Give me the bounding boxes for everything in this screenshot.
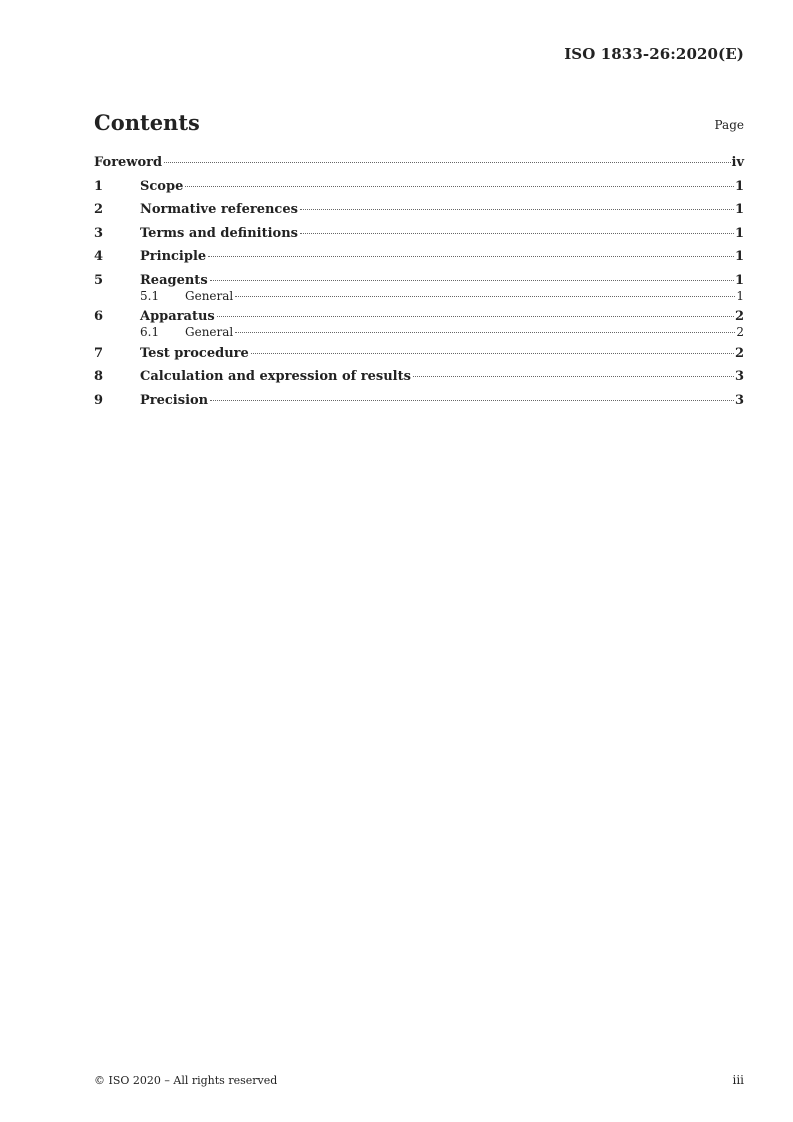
toc-entry-number: 5.1 (140, 288, 160, 303)
dot-leader (210, 400, 734, 401)
toc-entry-scope[interactable] (94, 179, 744, 197)
toc-entry-title: Scope (140, 178, 184, 194)
toc-entry-page: 3 (734, 369, 744, 384)
dot-leader (185, 186, 734, 187)
toc-entry-number: 8 (94, 369, 104, 384)
toc-entry-number: 4 (94, 249, 104, 264)
contents-heading: Contents (94, 110, 200, 135)
toc-subentry-reagents-general[interactable] (94, 289, 744, 304)
toc-entry-title: Normative references (140, 202, 298, 217)
table-of-contents (94, 155, 744, 411)
toc-entry-title: Foreword (94, 155, 163, 170)
toc-entry-page: 2 (736, 325, 744, 339)
toc-entry-normative-references[interactable] (94, 202, 744, 220)
dot-leader (251, 353, 734, 354)
toc-entry-title: Principle (140, 249, 207, 264)
toc-entry-title: Calculation and expression of results (140, 369, 411, 384)
footer-copyright: © ISO 2020 – All rights reserved (94, 1074, 278, 1087)
dot-leader (300, 233, 734, 234)
dot-leader (208, 256, 734, 257)
dot-leader (413, 376, 734, 377)
dot-leader (164, 162, 730, 163)
toc-entry-title: Precision (140, 392, 209, 408)
toc-subentry-apparatus-general[interactable] (94, 325, 744, 340)
toc-entry-number: 2 (94, 202, 104, 217)
toc-entry-title: Test procedure (140, 345, 249, 361)
dot-leader (235, 332, 735, 333)
toc-entry-title: Terms and definitions (140, 225, 298, 241)
toc-entry-terms-and-definitions[interactable] (94, 226, 744, 244)
toc-entry-precision[interactable] (94, 393, 744, 411)
dot-leader (217, 316, 734, 317)
toc-entry-number: 5 (94, 272, 104, 288)
toc-entry-number: 9 (94, 392, 104, 408)
toc-entry-page: 3 (734, 392, 744, 408)
toc-entry-number: 7 (94, 345, 104, 361)
toc-entry-title: Apparatus (140, 309, 215, 324)
toc-entry-calculation[interactable] (94, 369, 744, 387)
page-column-label: Page (714, 118, 744, 132)
dot-leader (210, 280, 734, 281)
toc-entry-number: 1 (94, 178, 104, 194)
toc-entry-page: 1 (734, 249, 744, 264)
toc-entry-page: 2 (734, 309, 744, 324)
document-id: ISO 1833-26:2020(E) (564, 45, 744, 63)
toc-entry-title: General (185, 325, 234, 339)
toc-entry-foreword[interactable] (94, 155, 744, 173)
toc-entry-title: General (185, 288, 234, 303)
toc-entry-number: 6 (94, 309, 104, 324)
toc-entry-page: 1 (734, 225, 744, 241)
toc-entry-principle[interactable] (94, 249, 744, 267)
toc-entry-page: 1 (734, 202, 744, 217)
dot-leader (300, 209, 734, 210)
dot-leader (235, 296, 735, 297)
toc-entry-number: 3 (94, 225, 104, 241)
toc-entry-test-procedure[interactable] (94, 346, 744, 364)
toc-entry-page: 1 (734, 178, 744, 194)
toc-entry-page: 2 (734, 345, 744, 361)
toc-entry-page: 1 (734, 272, 744, 288)
toc-entry-page: 1 (736, 288, 744, 303)
toc-entry-number: 6.1 (140, 325, 160, 339)
toc-entry-title: Reagents (140, 272, 208, 288)
footer-page-number: iii (732, 1073, 744, 1087)
toc-entry-page: iv (731, 155, 744, 170)
